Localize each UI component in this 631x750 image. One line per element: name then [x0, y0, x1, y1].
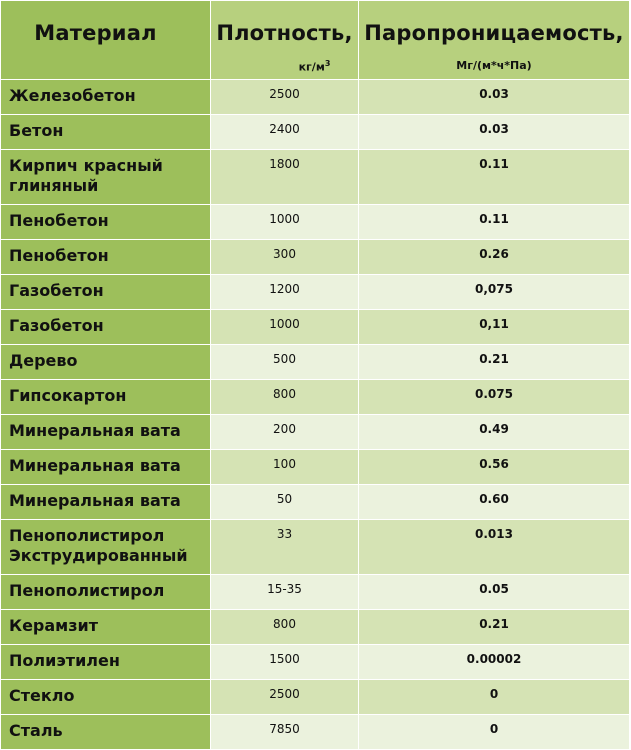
- table-row: [1, 610, 630, 645]
- table-row: [1, 450, 630, 485]
- permeability-cell: 0.11: [359, 205, 630, 240]
- material-cell: Сталь: [1, 715, 211, 750]
- density-cell: 1000: [211, 205, 359, 240]
- permeability-cell: 0.60: [359, 485, 630, 520]
- material-cell: Газобетон: [1, 310, 211, 345]
- table-row: [1, 520, 630, 575]
- material-cell: Кирпич красный глиняный: [1, 150, 211, 205]
- density-cell: 2400: [211, 115, 359, 150]
- table-row: [1, 485, 630, 520]
- density-cell: 2500: [211, 680, 359, 715]
- permeability-cell: 0: [359, 715, 630, 750]
- material-cell: Минеральная вата: [1, 450, 211, 485]
- table-row: [1, 150, 630, 205]
- table-row: [1, 680, 630, 715]
- header-material: [1, 1, 211, 80]
- header-density: [211, 1, 359, 80]
- density-cell: 100: [211, 450, 359, 485]
- material-cell: Пенополистирол: [1, 575, 211, 610]
- density-cell: 500: [211, 345, 359, 380]
- header-permeability-unit: Мг/(м*ч*Па): [456, 59, 532, 72]
- material-cell: Керамзит: [1, 610, 211, 645]
- density-cell: 1500: [211, 645, 359, 680]
- permeability-cell: 0.03: [359, 115, 630, 150]
- density-unit-sup: 3: [324, 59, 331, 68]
- table-row: [1, 575, 630, 610]
- material-cell: Железобетон: [1, 80, 211, 115]
- density-cell: 15-35: [211, 575, 359, 610]
- permeability-cell: 0.075: [359, 380, 630, 415]
- material-cell: Бетон: [1, 115, 211, 150]
- density-cell: 50: [211, 485, 359, 520]
- permeability-cell: 0.05: [359, 575, 630, 610]
- header-density-label: Плотность,: [216, 21, 353, 45]
- permeability-cell: 0,11: [359, 310, 630, 345]
- material-cell: Минеральная вата: [1, 415, 211, 450]
- table-row: [1, 715, 630, 750]
- table-header-row: [1, 1, 630, 80]
- density-unit-text: кг/м: [298, 60, 325, 74]
- permeability-cell: 0.21: [359, 345, 630, 380]
- density-cell: 7850: [211, 715, 359, 750]
- density-cell: 33: [211, 520, 359, 575]
- table-row: [1, 115, 630, 150]
- permeability-cell: 0.26: [359, 240, 630, 275]
- material-cell: Минеральная вата: [1, 485, 211, 520]
- header-permeability-label: Паропроницаемость,: [364, 21, 624, 45]
- material-cell: Стекло: [1, 680, 211, 715]
- density-cell: 300: [211, 240, 359, 275]
- density-cell: 2500: [211, 80, 359, 115]
- permeability-cell: 0,075: [359, 275, 630, 310]
- table-row: [1, 80, 630, 115]
- permeability-cell: 0.21: [359, 610, 630, 645]
- header-permeability: [359, 1, 630, 80]
- material-cell: Гипсокартон: [1, 380, 211, 415]
- density-cell: 1000: [211, 310, 359, 345]
- permeability-cell: 0.03: [359, 80, 630, 115]
- material-cell: Газобетон: [1, 275, 211, 310]
- permeability-cell: 0.00002: [359, 645, 630, 680]
- table-row: [1, 240, 630, 275]
- density-cell: 800: [211, 610, 359, 645]
- permeability-cell: 0.49: [359, 415, 630, 450]
- permeability-cell: 0.56: [359, 450, 630, 485]
- material-cell: Пенобетон: [1, 205, 211, 240]
- permeability-cell: 0: [359, 680, 630, 715]
- table-row: [1, 275, 630, 310]
- header-density-unit: [211, 59, 358, 74]
- material-cell: Пенополистирол Экструдированный: [1, 520, 211, 575]
- table-row: [1, 205, 630, 240]
- density-cell: 1200: [211, 275, 359, 310]
- table-row: [1, 380, 630, 415]
- density-cell: 800: [211, 380, 359, 415]
- density-cell: 1800: [211, 150, 359, 205]
- material-cell: Полиэтилен: [1, 645, 211, 680]
- permeability-cell: 0.11: [359, 150, 630, 205]
- density-cell: 200: [211, 415, 359, 450]
- table-row: [1, 645, 630, 680]
- material-cell: Дерево: [1, 345, 211, 380]
- header-material-label: Материал: [34, 21, 157, 45]
- table-row: [1, 310, 630, 345]
- table-row: [1, 415, 630, 450]
- table-row: [1, 345, 630, 380]
- permeability-cell: 0.013: [359, 520, 630, 575]
- material-cell: Пенобетон: [1, 240, 211, 275]
